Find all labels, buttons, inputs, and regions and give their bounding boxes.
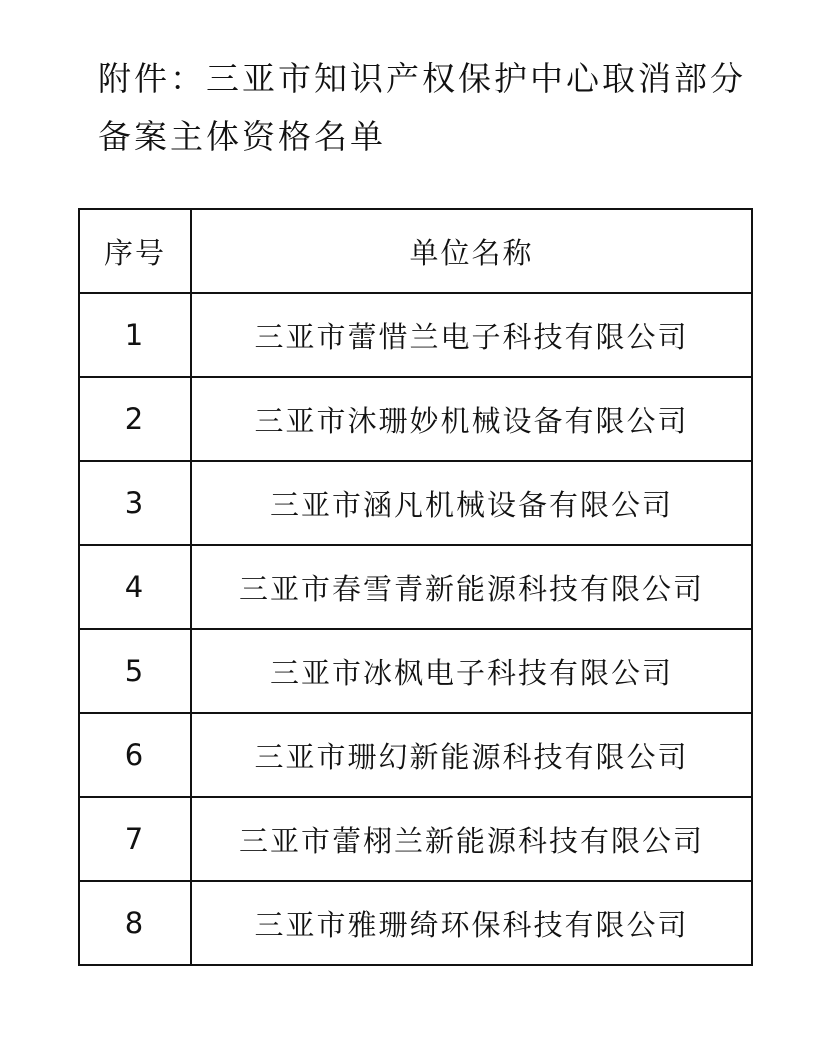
- table-row: [79, 293, 752, 377]
- row-entity-name: 三亚市珊幻新能源科技有限公司: [191, 713, 752, 797]
- row-index: 2: [79, 377, 191, 461]
- row-entity-name: 三亚市春雪青新能源科技有限公司: [191, 545, 752, 629]
- row-entity-name: 三亚市雅珊绮环保科技有限公司: [191, 881, 752, 965]
- table-row: [79, 713, 752, 797]
- table-row: [79, 881, 752, 965]
- row-index: 5: [79, 629, 191, 713]
- table-header-row: [79, 209, 752, 293]
- table-row: [79, 461, 752, 545]
- row-entity-name: 三亚市涵凡机械设备有限公司: [191, 461, 752, 545]
- table-row: [79, 629, 752, 713]
- row-index: 6: [79, 713, 191, 797]
- row-entity-name: 三亚市沐珊妙机械设备有限公司: [191, 377, 752, 461]
- page-title: 附件：三亚市知识产权保护中心取消部分备案主体资格名单: [98, 59, 746, 156]
- row-index: 8: [79, 881, 191, 965]
- row-entity-name: 三亚市蕾栩兰新能源科技有限公司: [191, 797, 752, 881]
- row-index: 3: [79, 461, 191, 545]
- row-entity-name: 三亚市蕾惜兰电子科技有限公司: [191, 293, 752, 377]
- row-index: 1: [79, 293, 191, 377]
- table-row: [79, 545, 752, 629]
- header-entity-name: 单位名称: [191, 209, 752, 293]
- row-index: 7: [79, 797, 191, 881]
- table-row: [79, 377, 752, 461]
- header-index: 序号: [79, 209, 191, 293]
- row-index: 4: [79, 545, 191, 629]
- table-row: [79, 797, 752, 881]
- entity-table: [78, 208, 753, 966]
- row-entity-name: 三亚市冰枫电子科技有限公司: [191, 629, 752, 713]
